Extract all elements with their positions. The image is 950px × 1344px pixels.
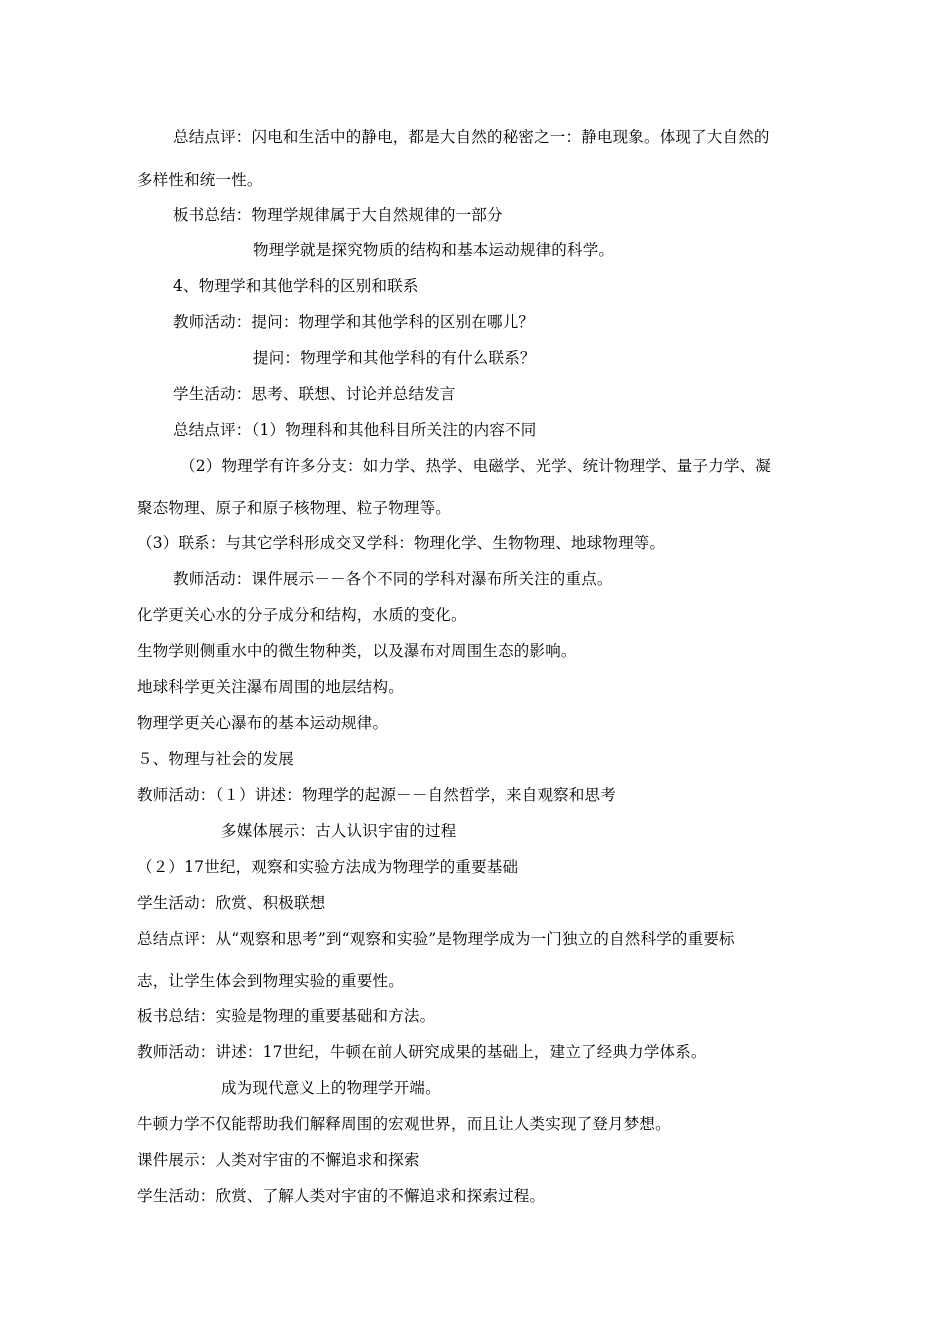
text-line: 提问：物理学和其他学科的有什么联系？ bbox=[253, 349, 536, 367]
text-line: 学生活动：欣赏、了解人类对宇宙的不懈追求和探索过程。 bbox=[137, 1187, 546, 1205]
text-line: 多媒体展示：古人认识宇宙的过程 bbox=[221, 822, 457, 840]
text-line: 教师活动：讲述：17世纪，牛顿在前人研究成果的基础上，建立了经典力学体系。 bbox=[137, 1043, 707, 1061]
text-line: 总结点评：闪电和生活中的静电，都是大自然的秘密之一：静电现象。体现了大自然的 bbox=[173, 128, 770, 146]
text-line: 教师活动：（１）讲述：物理学的起源－－自然哲学，来自观察和思考 bbox=[137, 786, 616, 804]
text-line: 教师活动：提问：物理学和其他学科的区别在哪儿？ bbox=[173, 313, 535, 331]
text-line: 地球科学更关注瀑布周围的地层结构。 bbox=[137, 678, 404, 696]
text-line: 总结点评：从“观察和思考”到“观察和实验”是物理学成为一门独立的自然科学的重要标 bbox=[137, 930, 735, 948]
text-line: 聚态物理、原子和原子核物理、粒子物理等。 bbox=[137, 499, 452, 517]
text-line: 教师活动：课件展示－－各个不同的学科对瀑布所关注的重点。 bbox=[173, 570, 613, 588]
text-line: （2）物理学有许多分支：如力学、热学、电磁学、光学、统计物理学、量子力学、凝 bbox=[180, 457, 771, 475]
text-line: 成为现代意义上的物理学开端。 bbox=[221, 1079, 441, 1097]
text-line: 学生活动：欣赏、积极联想 bbox=[137, 894, 326, 912]
text-line: 多样性和统一性。 bbox=[137, 171, 263, 189]
text-line: 板书总结：实验是物理的重要基础和方法。 bbox=[137, 1007, 436, 1025]
text-line: 学生活动：思考、联想、讨论并总结发言 bbox=[173, 385, 456, 403]
text-line: （3）联系：与其它学科形成交叉学科：物理化学、生物物理、地球物理等。 bbox=[137, 534, 666, 552]
section-heading: ５、物理与社会的发展 bbox=[137, 750, 295, 768]
text-line: 物理学就是探究物质的结构和基本运动规律的科学。 bbox=[253, 241, 615, 259]
section-heading: 4、物理学和其他学科的区别和联系 bbox=[173, 277, 419, 295]
text-line: 板书总结：物理学规律属于大自然规律的一部分 bbox=[173, 206, 503, 224]
text-line: 物理学更关心瀑布的基本运动规律。 bbox=[137, 714, 389, 732]
text-line: 志，让学生体会到物理实验的重要性。 bbox=[137, 972, 404, 990]
text-line: 生物学则侧重水中的微生物种类，以及瀑布对周围生态的影响。 bbox=[137, 642, 577, 660]
text-line: 化学更关心水的分子成分和结构，水质的变化。 bbox=[137, 606, 467, 624]
text-line: 课件展示：人类对宇宙的不懈追求和探索 bbox=[137, 1151, 420, 1169]
text-line: （２）17世纪，观察和实验方法成为物理学的重要基础 bbox=[137, 858, 519, 876]
text-line: 总结点评：（1）物理科和其他科目所关注的内容不同 bbox=[173, 421, 537, 439]
text-line: 牛顿力学不仅能帮助我们解释周围的宏观世界，而且让人类实现了登月梦想。 bbox=[137, 1115, 671, 1133]
